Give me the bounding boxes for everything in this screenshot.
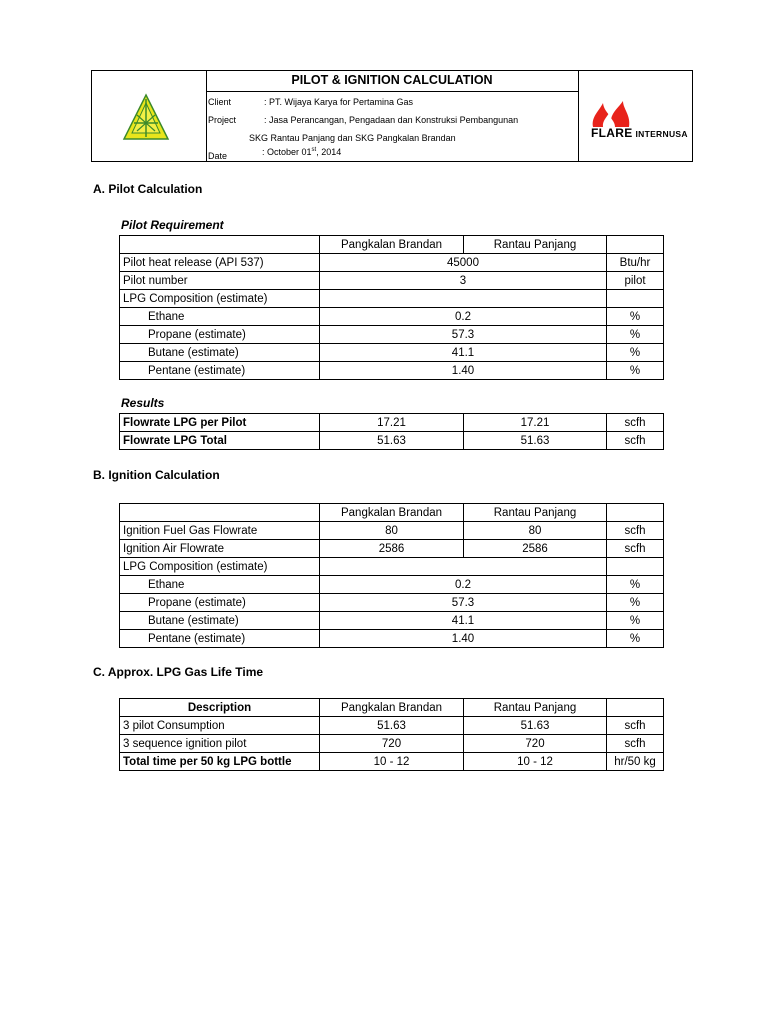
row-value: 10 - 12 xyxy=(464,753,607,771)
pilot-requirement-table xyxy=(119,235,664,380)
row-value: 51.63 xyxy=(464,717,607,735)
row-label: Propane (estimate) xyxy=(120,326,320,344)
table-row xyxy=(120,290,664,308)
ignition-table xyxy=(119,503,664,648)
date-value: : October 01st, 2014 xyxy=(262,147,342,157)
project-value-line2: SKG Rantau Panjang dan SKG Pangkalan Brandan xyxy=(249,133,456,143)
table-row xyxy=(120,717,664,735)
row-unit: hr/50 kg xyxy=(607,753,664,771)
row-unit: % xyxy=(607,326,664,344)
document-header xyxy=(91,70,693,162)
results-title: Results xyxy=(121,396,165,410)
table-row xyxy=(120,630,664,648)
row-label: Ignition Air Flowrate xyxy=(120,540,320,558)
row-unit: % xyxy=(607,576,664,594)
row-unit: Btu/hr xyxy=(607,254,664,272)
table-row xyxy=(120,308,664,326)
row-value: 3 xyxy=(320,272,607,290)
results-table xyxy=(119,413,664,450)
row-unit: pilot xyxy=(607,272,664,290)
row-value: 17.21 xyxy=(320,414,464,432)
table-row xyxy=(120,594,664,612)
row-label: LPG Composition (estimate) xyxy=(120,558,320,576)
project-label: Project xyxy=(208,115,237,125)
lpg-life-table xyxy=(119,698,664,771)
row-unit: % xyxy=(607,630,664,648)
row-value: 10 - 12 xyxy=(320,753,464,771)
column-header: Pangkalan Brandan xyxy=(320,236,464,254)
pilot-requirement-title: Pilot Requirement xyxy=(121,218,224,232)
document-title: PILOT & IGNITION CALCULATION xyxy=(291,73,493,87)
table-row xyxy=(120,522,664,540)
row-unit: scfh xyxy=(607,717,664,735)
row-value: 51.63 xyxy=(320,717,464,735)
row-label: LPG Composition (estimate) xyxy=(120,290,320,308)
row-value: 0.2 xyxy=(320,308,607,326)
table-row xyxy=(120,576,664,594)
table-header-row xyxy=(120,699,664,717)
company-logo-icon xyxy=(122,93,170,148)
table-header-row xyxy=(120,504,664,522)
table-row xyxy=(120,272,664,290)
row-label: 3 pilot Consumption xyxy=(120,717,320,735)
row-value: 1.40 xyxy=(320,362,607,380)
table-row xyxy=(120,432,664,450)
row-label: Flowrate LPG per Pilot xyxy=(120,414,320,432)
date-label: Date xyxy=(208,151,228,161)
table-row xyxy=(120,344,664,362)
client-value: : PT. Wijaya Karya for Pertamina Gas xyxy=(264,97,414,107)
row-label: Pentane (estimate) xyxy=(120,362,320,380)
row-value: 1.40 xyxy=(320,630,607,648)
row-value: 0.2 xyxy=(320,576,607,594)
column-header: Rantau Panjang xyxy=(464,236,607,254)
row-value: 51.63 xyxy=(320,432,464,450)
table-row xyxy=(120,558,664,576)
table-row xyxy=(120,753,664,771)
table-row xyxy=(120,540,664,558)
row-value: 720 xyxy=(464,735,607,753)
row-unit: scfh xyxy=(607,522,664,540)
row-label: Pilot number xyxy=(120,272,320,290)
table-row xyxy=(120,612,664,630)
row-label: Pentane (estimate) xyxy=(120,630,320,648)
row-unit: % xyxy=(607,612,664,630)
row-unit: scfh xyxy=(607,735,664,753)
brand-name: FLARE INTERNUSA xyxy=(591,126,688,140)
row-label: Butane (estimate) xyxy=(120,612,320,630)
section-c-title: C. Approx. LPG Gas Life Time xyxy=(93,665,264,679)
table-row xyxy=(120,362,664,380)
row-label: Flowrate LPG Total xyxy=(120,432,320,450)
row-unit: % xyxy=(607,344,664,362)
row-unit: % xyxy=(607,362,664,380)
column-header: Rantau Panjang xyxy=(464,504,607,522)
row-unit: scfh xyxy=(607,540,664,558)
row-value: 51.63 xyxy=(464,432,607,450)
table-row xyxy=(120,414,664,432)
row-value: 720 xyxy=(320,735,464,753)
row-label: Ethane xyxy=(120,576,320,594)
project-value-line1: : Jasa Perancangan, Pengadaan dan Konstruksi Pembangunan xyxy=(264,115,519,125)
row-label: Pilot heat release (API 537) xyxy=(120,254,320,272)
row-value: 17.21 xyxy=(464,414,607,432)
row-value: 41.1 xyxy=(320,612,607,630)
row-value: 45000 xyxy=(320,254,607,272)
row-unit: % xyxy=(607,308,664,326)
column-header: Rantau Panjang xyxy=(464,699,607,717)
row-unit: scfh xyxy=(607,432,664,450)
row-value: 57.3 xyxy=(320,326,607,344)
row-label: Ignition Fuel Gas Flowrate xyxy=(120,522,320,540)
table-row xyxy=(120,735,664,753)
column-header: Pangkalan Brandan xyxy=(320,699,464,717)
row-label: Propane (estimate) xyxy=(120,594,320,612)
row-label: Ethane xyxy=(120,308,320,326)
row-value: 80 xyxy=(320,522,464,540)
row-label: Total time per 50 kg LPG bottle xyxy=(120,753,320,771)
row-value: 2586 xyxy=(320,540,464,558)
table-row xyxy=(120,326,664,344)
row-value: 80 xyxy=(464,522,607,540)
row-unit: % xyxy=(607,594,664,612)
table-header-row xyxy=(120,236,664,254)
row-value: 57.3 xyxy=(320,594,607,612)
column-header: Pangkalan Brandan xyxy=(320,504,464,522)
column-header: Description xyxy=(120,699,320,717)
row-label: Butane (estimate) xyxy=(120,344,320,362)
client-label: Client xyxy=(208,97,232,107)
section-b-title: B. Ignition Calculation xyxy=(93,468,220,482)
row-value: 2586 xyxy=(464,540,607,558)
row-label: 3 sequence ignition pilot xyxy=(120,735,320,753)
table-row xyxy=(120,254,664,272)
section-a-title: A. Pilot Calculation xyxy=(93,182,203,196)
row-value: 41.1 xyxy=(320,344,607,362)
row-unit: scfh xyxy=(607,414,664,432)
